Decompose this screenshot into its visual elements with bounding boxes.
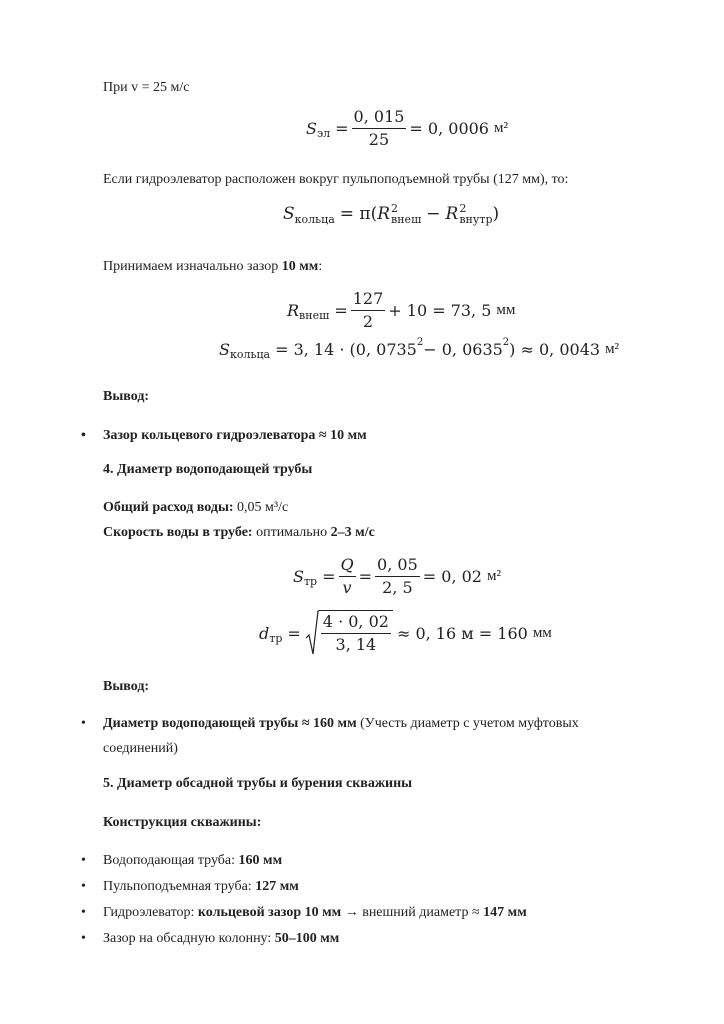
- equation-s-ring-calc: S кольца = 3, 14 · (0, 0735 2 − 0, 0635 2 ) ≈ 0, 0043 м²: [219, 337, 620, 361]
- section-heading-5: 5. Диаметр обсадной трубы и бурения скважины: [103, 776, 413, 791]
- total-flow-text: Общий расход воды: 0,05 м³/с: [103, 500, 289, 515]
- list-item: • Гидроэлеватор: кольцевой зазор 10 мм → внешний диаметр ≈ 147 мм: [103, 905, 527, 921]
- initial-gap-text: Принимаем изначально зазор 10 мм:: [103, 259, 323, 274]
- radical-sign-icon: [305, 610, 319, 656]
- construction-heading: Конструкция скважины:: [103, 815, 262, 830]
- list-item: • Пульпоподъемная труба: 127 мм: [103, 879, 299, 895]
- list-item: • Водоподающая труба: 160 мм: [103, 853, 282, 869]
- sqrt-radical: $\frac{4 \cdot 0, 02}{3, 14}$: [305, 610, 393, 656]
- equation-s-ring-definition: S кольца = π( R 2 внеш − R 2 внутр ): [283, 202, 500, 226]
- conclusion-bullet-diameter: • Диаметр водоподающей трубы ≈ 160 мм (Учесть диаметр с учетом муфтовых: [103, 716, 579, 732]
- equation-r-ext: R внеш = $\frac{127}{2}$ + 10 = 73, 5 мм: [287, 289, 516, 331]
- section-heading-4: 4. Диаметр водоподающей трубы: [103, 462, 313, 477]
- hydroelevator-position-text: Если гидроэлеватор расположен вокруг пульпоподъемной трубы (127 мм), то:: [103, 172, 569, 187]
- conclusion-heading-2: Вывод:: [103, 679, 150, 694]
- list-item: • Зазор на обсадную колонну: 50–100 мм: [103, 931, 339, 947]
- equation-s-el: S эл = $\frac{0, 015}{25}$ = 0, 0006 м²: [306, 107, 508, 149]
- conclusion-bullet-gap: • Зазор кольцевого гидроэлеватора ≈ 10 мм: [103, 428, 367, 444]
- speed-condition-text: При v = 25 м/с: [103, 80, 190, 95]
- equation-s-tr: S тр = $\frac{Q}{v}$ = $\frac{0, 05}{2, 5}$ = 0, 02 м²: [293, 555, 501, 597]
- conclusion-bullet-diameter-cont: соединений): [103, 741, 178, 756]
- pipe-speed-text: Скорость воды в трубе: оптимально 2–3 м/с: [103, 525, 375, 540]
- equation-d-tr: d тр = $\frac{4 \cdot 0, 02}{3, 14}$ ≈ 0, 16 м = 160 мм: [259, 612, 552, 654]
- conclusion-heading-1: Вывод:: [103, 389, 150, 404]
